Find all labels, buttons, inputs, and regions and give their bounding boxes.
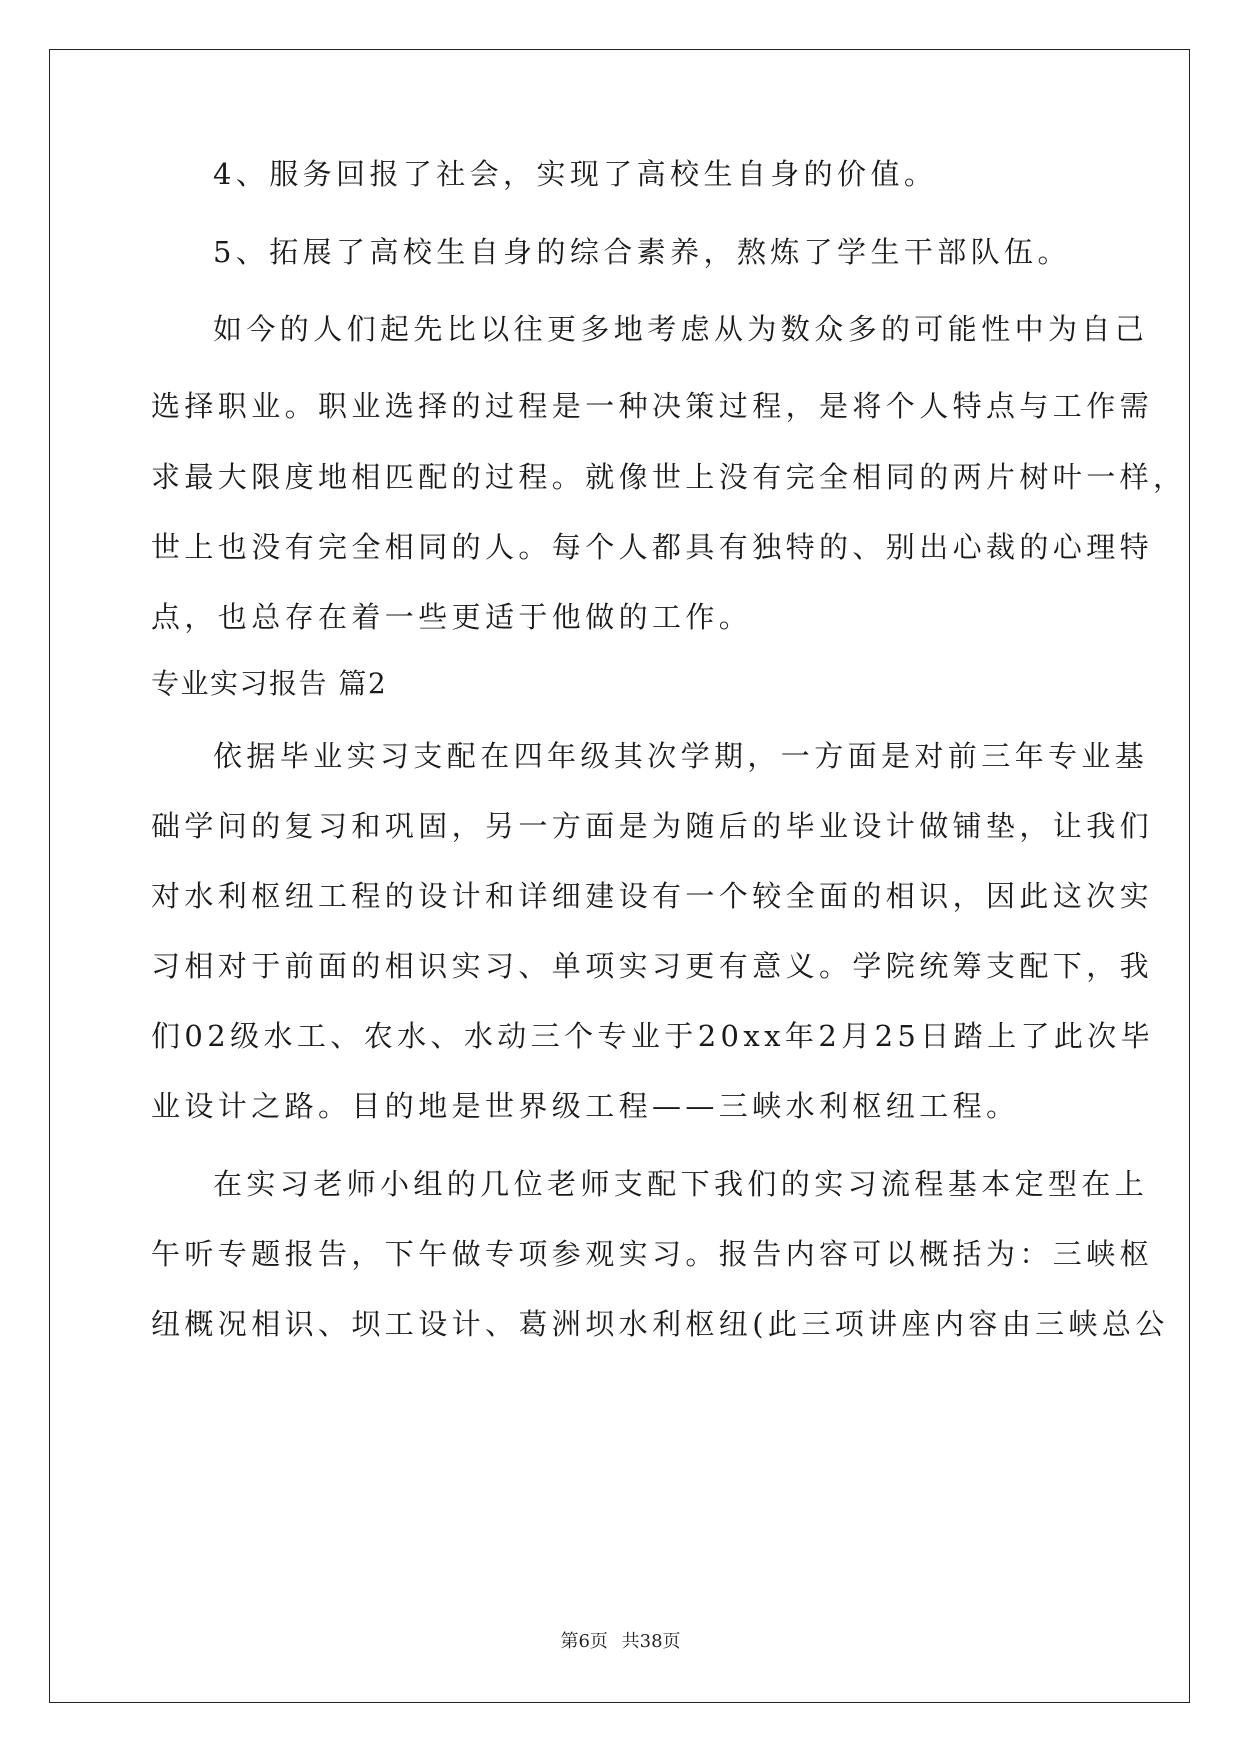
paragraph-line: 习相对于前面的相识实习、单项实习更有意义。学院统筹支配下，我 (151, 949, 1154, 983)
paragraph-line: 世上也没有完全相同的人。每个人都具有独特的、别出心裁的心理特 (151, 530, 1154, 564)
paragraph-line: 依据毕业实习支配在四年级其次学期，一方面是对前三年专业基 (213, 739, 1149, 773)
paragraph-line: 如今的人们起先比以往更多地考虑从为数众多的可能性中为自己 (213, 312, 1149, 346)
paragraph-line: 求最大限度地相匹配的过程。就像世上没有完全相同的两片树叶一样， (151, 460, 1187, 494)
paragraph-line: 午听专题报告，下午做专项参观实习。报告内容可以概括为：三峡枢 (151, 1237, 1154, 1271)
page-border (49, 49, 1190, 1703)
paragraph-line: 5、拓展了高校生自身的综合素养，熬炼了学生干部队伍。 (213, 235, 1071, 269)
paragraph-line: 在实习老师小组的几位老师支配下我们的实习流程基本定型在上 (213, 1167, 1149, 1201)
paragraph-line: 业设计之路。目的地是世界级工程——三峡水利枢纽工程。 (151, 1089, 1020, 1123)
paragraph-line: 们02级水工、农水、水动三个专业于20xx年2月25日踏上了此次毕 (151, 1019, 1155, 1053)
page-number: 第6页 (560, 1631, 608, 1652)
paragraph-line: 4、服务回报了社会，实现了高校生自身的价值。 (213, 157, 938, 191)
page-total: 共38页 (621, 1631, 681, 1652)
paragraph-line: 点，也总存在着一些更适于他做的工作。 (151, 600, 753, 634)
paragraph-line: 对水利枢纽工程的设计和详细建设有一个较全面的相识，因此这次实 (151, 879, 1154, 913)
paragraph-line: 础学问的复习和巩固，另一方面是为随后的毕业设计做铺垫，让我们 (151, 809, 1154, 843)
paragraph-line: 选择职业。职业选择的过程是一种决策过程，是将个人特点与工作需 (151, 389, 1154, 423)
paragraph-line: 纽概况相识、坝工设计、葛洲坝水利枢纽(此三项讲座内容由三峡总公 (151, 1307, 1169, 1341)
section-heading: 专业实习报告 篇2 (151, 667, 388, 700)
page-footer (0, 1627, 1241, 1653)
